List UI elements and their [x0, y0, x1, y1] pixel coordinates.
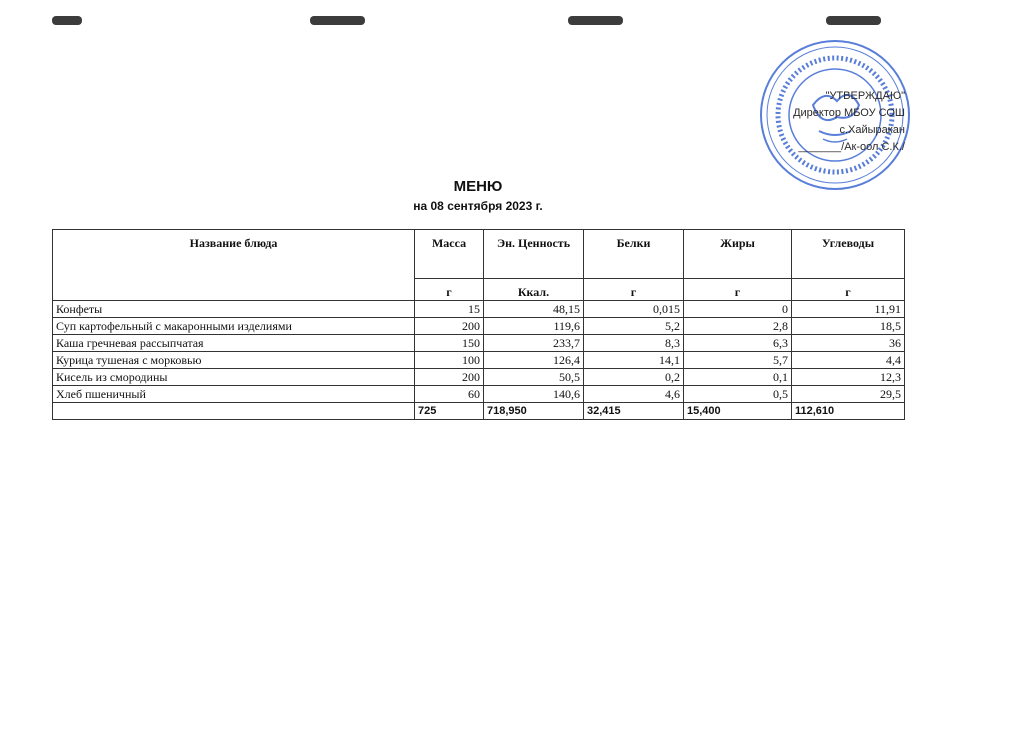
dish-protein: 4,6 [584, 386, 684, 403]
header-carbs: Углеводы [792, 230, 905, 279]
dish-carbs: 11,91 [792, 301, 905, 318]
dish-protein: 8,3 [584, 335, 684, 352]
dish-fat: 5,7 [684, 352, 792, 369]
dish-name: Конфеты [53, 301, 415, 318]
dish-name: Суп картофельный с макаронными изделиями [53, 318, 415, 335]
dish-protein: 5,2 [584, 318, 684, 335]
units-row [53, 279, 905, 301]
scan-mark [826, 16, 881, 25]
dish-mass: 100 [415, 352, 484, 369]
total-label [53, 403, 415, 420]
dish-carbs: 12,3 [792, 369, 905, 386]
dish-mass: 200 [415, 369, 484, 386]
total-mass: 725 [415, 403, 484, 420]
totals-row [53, 403, 905, 420]
dish-carbs: 29,5 [792, 386, 905, 403]
total-carbs: 112,610 [792, 403, 905, 420]
dish-mass: 15 [415, 301, 484, 318]
dish-fat: 6,3 [684, 335, 792, 352]
table-row [53, 386, 905, 403]
total-energy: 718,950 [484, 403, 584, 420]
approval-signature: _______/Ак-оол С.К./ [798, 141, 905, 153]
unit-fat: г [684, 279, 792, 301]
dish-fat: 0 [684, 301, 792, 318]
dish-protein: 0,015 [584, 301, 684, 318]
table-row [53, 369, 905, 386]
unit-energy: Ккал. [484, 279, 584, 301]
approval-heading: "УТВЕРЖДАЮ" [825, 90, 905, 102]
dish-mass: 60 [415, 386, 484, 403]
header-row [53, 230, 905, 279]
dish-name: Хлеб пшеничный [53, 386, 415, 403]
table-row [53, 352, 905, 369]
table-row [53, 335, 905, 352]
dish-carbs: 4,4 [792, 352, 905, 369]
dish-protein: 14,1 [584, 352, 684, 369]
header-protein: Белки [584, 230, 684, 279]
dish-carbs: 18,5 [792, 318, 905, 335]
dish-fat: 0,1 [684, 369, 792, 386]
dish-protein: 0,2 [584, 369, 684, 386]
dish-mass: 150 [415, 335, 484, 352]
dish-energy: 50,5 [484, 369, 584, 386]
menu-table [52, 229, 905, 420]
scan-mark [568, 16, 623, 25]
table-row [53, 301, 905, 318]
dish-name: Курица тушеная с морковью [53, 352, 415, 369]
dish-fat: 0,5 [684, 386, 792, 403]
page-title: МЕНЮ [453, 178, 503, 195]
dish-fat: 2,8 [684, 318, 792, 335]
scan-mark [52, 16, 82, 25]
dish-name: Кисель из смородины [53, 369, 415, 386]
header-mass: Масса [415, 230, 484, 279]
header-energy: Эн. Ценность [484, 230, 584, 279]
dish-energy: 140,6 [484, 386, 584, 403]
dish-energy: 119,6 [484, 318, 584, 335]
dish-mass: 200 [415, 318, 484, 335]
dish-energy: 233,7 [484, 335, 584, 352]
scan-mark [310, 16, 365, 25]
dish-name: Каша гречневая рассыпчатая [53, 335, 415, 352]
header-fat: Жиры [684, 230, 792, 279]
header-dish-name: Название блюда [53, 230, 415, 279]
menu-date: на 08 сентября 2023 г. [413, 199, 543, 213]
total-protein: 32,415 [584, 403, 684, 420]
unit-dish-name [53, 279, 415, 301]
dish-carbs: 36 [792, 335, 905, 352]
unit-mass: г [415, 279, 484, 301]
dish-energy: 126,4 [484, 352, 584, 369]
unit-carbs: г [792, 279, 905, 301]
approval-block [790, 88, 905, 156]
table-row [53, 318, 905, 335]
approval-position: Директор МБОУ СОШ [793, 107, 905, 119]
unit-protein: г [584, 279, 684, 301]
dish-energy: 48,15 [484, 301, 584, 318]
approval-location: с.Хайыракан [839, 124, 905, 136]
total-fat: 15,400 [684, 403, 792, 420]
